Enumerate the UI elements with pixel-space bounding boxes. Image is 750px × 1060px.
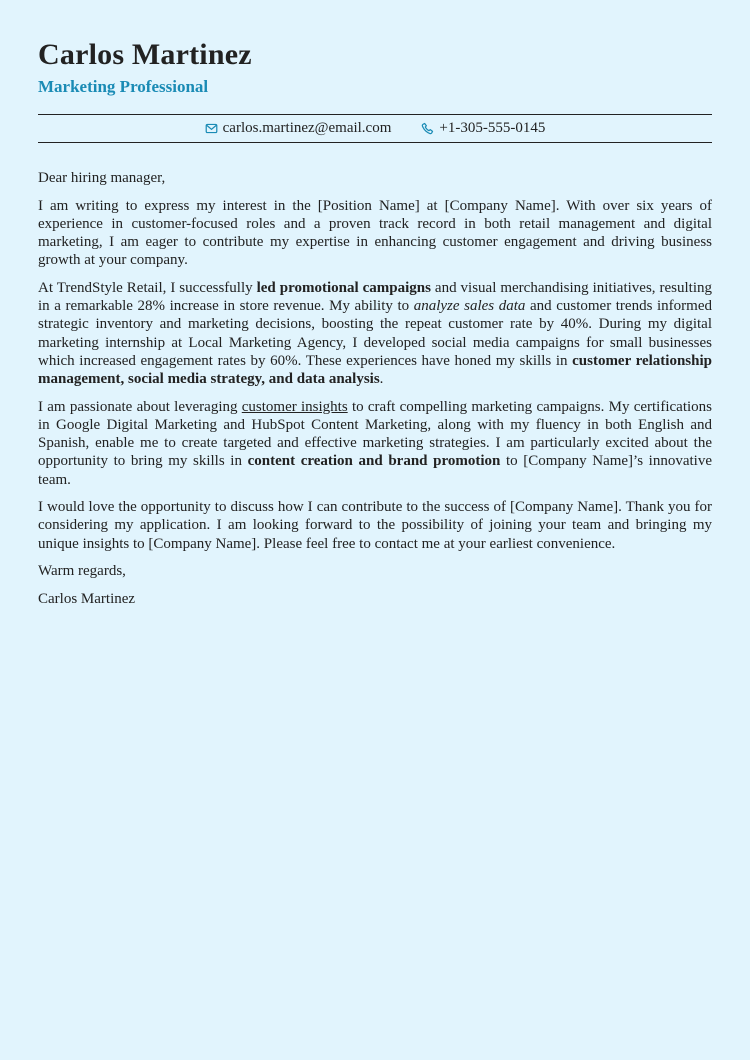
envelope-icon [205,122,218,135]
emphasis-skills: customer relationship management, social media strategy, and data analysis [38,352,713,388]
paragraph-intro: I am writing to express my interest in the [Position Name] at [Company Name]. With over six years of experience in customer-focused roles and a proven track record in both retail management and digital marketing, I am eager to contribute my expertise in enhancing customer engagement and driving business growth at your company. [38,197,712,269]
job-title: Marketing Professional [38,77,209,96]
contact-bar [38,114,712,143]
emphasis-led-promotional-campaigns: led promotional campaigns [256,280,431,297]
email-contact[interactable] [205,120,392,137]
emphasis-analyze-sales-data: analyze sales data [413,298,526,315]
email-text[interactable]: carlos.martinez@email.com [222,120,392,136]
emphasis-content-creation: content creation and brand promotion [247,453,501,470]
phone-text[interactable]: +1-305-555-0145 [439,120,546,136]
salutation: Dear hiring manager, [38,170,166,186]
paragraph-closing: I would love the opportunity to discuss how I can contribute to the success of [Company Name]. Thank you for considering my application. I am looking forward to the possibility of joining your team and bringing my unique insights to [Company Name]. Please feel free to contact me at your earliest convenience. [38,499,712,552]
paragraph-passion: I am passionate about leveraging customer insights to craft compelling marketing campaigns. My certifications in Google Digital Marketing and HubSpot Content Marketing, along with my fluency in both English and Spanish, enable me to create targeted and effective marketing strategies. I am particularly excited about the opportunity to bring my skills in content creation and brand promotion to [Company Name]’s innovative team. [38,398,712,488]
emphasis-customer-insights: customer insights [241,398,348,415]
signature: Carlos Martinez [38,591,136,608]
letter-body [38,169,712,608]
phone-icon [421,122,434,135]
applicant-name: Carlos Martinez [38,38,252,71]
phone-contact[interactable] [421,120,545,137]
closing-phrase: Warm regards, [38,563,126,580]
cover-letter-page [38,36,712,618]
paragraph-experience: At TrendStyle Retail, I successfully led promotional campaigns and visual merchandising initiatives, resulting in a remarkable 28% increase in store revenue. My ability to analyze sales data and customer trends informed strategic inventory and marketing decisions, boosting the repeat customer rate by 40%. During my digital marketing internship at Local Marketing Agency, I developed social media campaigns for small businesses which increased engagement rates by 60%. These experiences have honed my skills in customer relationship management, social media strategy, and data analysis. [38,280,713,388]
